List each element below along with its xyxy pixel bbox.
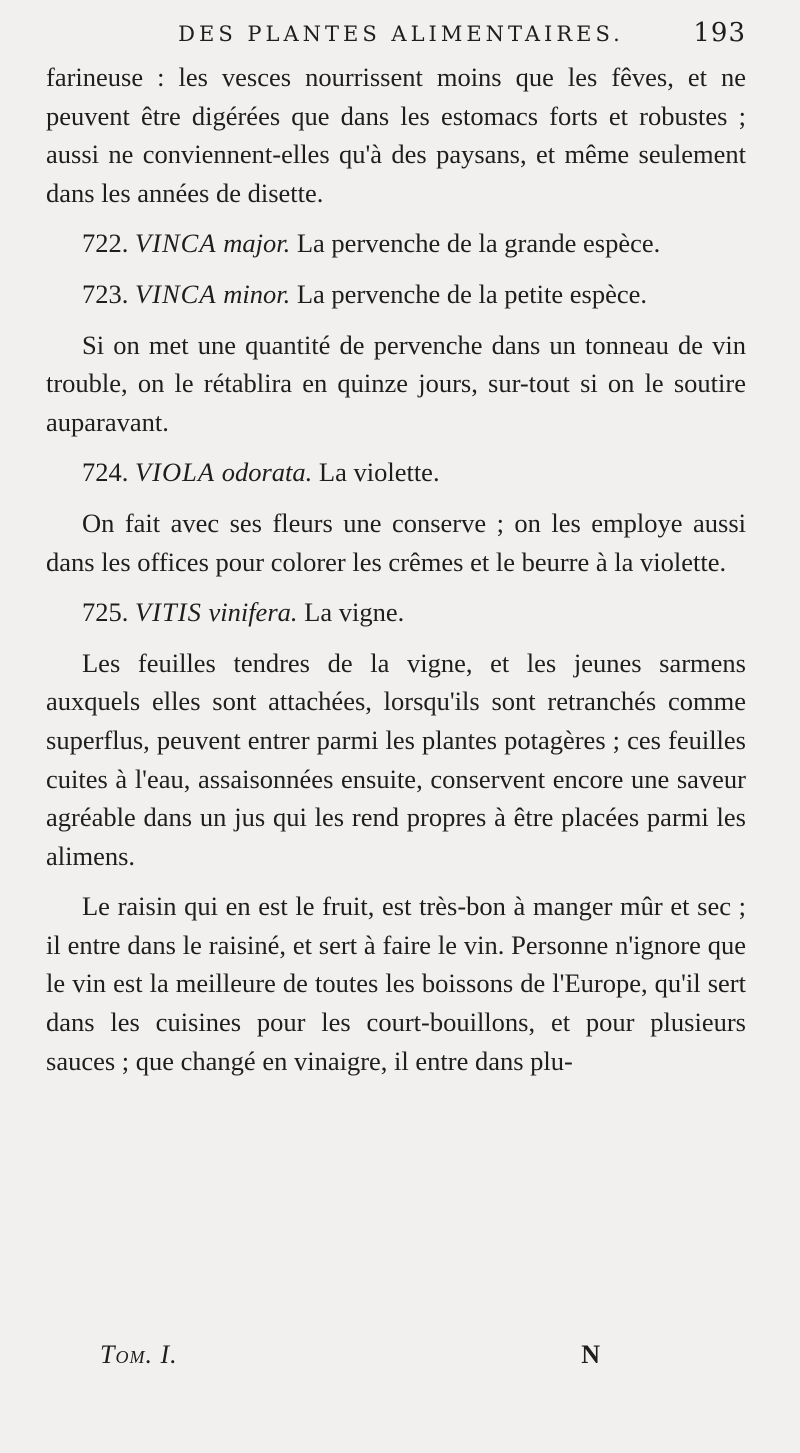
entry-common-name: La vigne.	[304, 597, 405, 628]
entry-genus: VINCA	[135, 228, 217, 259]
entry-common-name: La pervenche de la grande espèce.	[296, 228, 661, 259]
entry-genus: VITIS	[135, 597, 202, 628]
entry-number: 725.	[82, 597, 129, 628]
entry-common-name: La pervenche de la petite espèce.	[296, 278, 648, 309]
running-title: DES PLANTES ALIMENTAIRES.	[178, 22, 624, 46]
page-footer	[100, 1340, 600, 1370]
entry-genus: VIOLA	[135, 457, 216, 488]
entry-genus: VINCA	[135, 278, 217, 309]
entry-723	[46, 275, 746, 314]
entry-722	[46, 224, 746, 263]
entry-species: major.	[223, 228, 291, 259]
paragraph-feuilles: Les feuilles tendres de la vigne, et les jeunes sarmens auxquels elles sont attachées, lorsqu'ils sont retranchés comme superflus, peuvent entrer parmi les plantes potagères ; ces feuilles cuites à l'eau, assaisonnées ensuite, conservent encore une saveur agréable dans un jus qui les rend propres à être placées parmi les alimens.	[46, 647, 746, 871]
entry-common-name: La violette.	[318, 457, 440, 488]
tome-marker: Tom. I.	[100, 1340, 178, 1369]
paragraph-violette: On fait avec ses fleurs une conserve ; on les employe aussi dans les offices pour colorer les crêmes et le beurre à la violette.	[46, 507, 746, 577]
signature-mark: N	[581, 1340, 600, 1369]
entry-number: 722.	[82, 228, 129, 259]
entry-number: 723.	[82, 278, 129, 309]
paragraph-raisin: Le raisin qui en est le fruit, est très-bon à manger mûr et sec ; il entre dans le raisiné, et sert à faire le vin. Personne n'ignore que le vin est la meilleure de toutes les boissons de l'Europe, qu'il sert dans les cuisines pour les court-bouillons, et pour plusieurs sauces ; que changé en vinaigre, il entre dans plu-	[46, 891, 746, 1076]
entry-species: odorata.	[221, 457, 313, 488]
page-body	[46, 58, 746, 1080]
entry-species: vinifera.	[208, 597, 298, 628]
running-head	[46, 18, 746, 58]
entry-number: 724.	[82, 457, 129, 488]
entry-725	[46, 593, 746, 632]
paragraph-pervenche: Si on met une quantité de pervenche dans un tonneau de vin trouble, on le rétablira en quinze jours, sur-tout si on le soutire auparavant.	[46, 329, 746, 437]
entry-species: minor.	[223, 278, 291, 309]
page-number: 193	[693, 18, 746, 48]
paragraph-continuation: farineuse : les vesces nourrissent moins que les fêves, et ne peuvent être digérées que dans les estomacs forts et robustes ; aussi ne conviennent-elles qu'à des paysans, et même seulement dans les années de disette.	[46, 62, 746, 208]
entry-724	[46, 453, 746, 492]
